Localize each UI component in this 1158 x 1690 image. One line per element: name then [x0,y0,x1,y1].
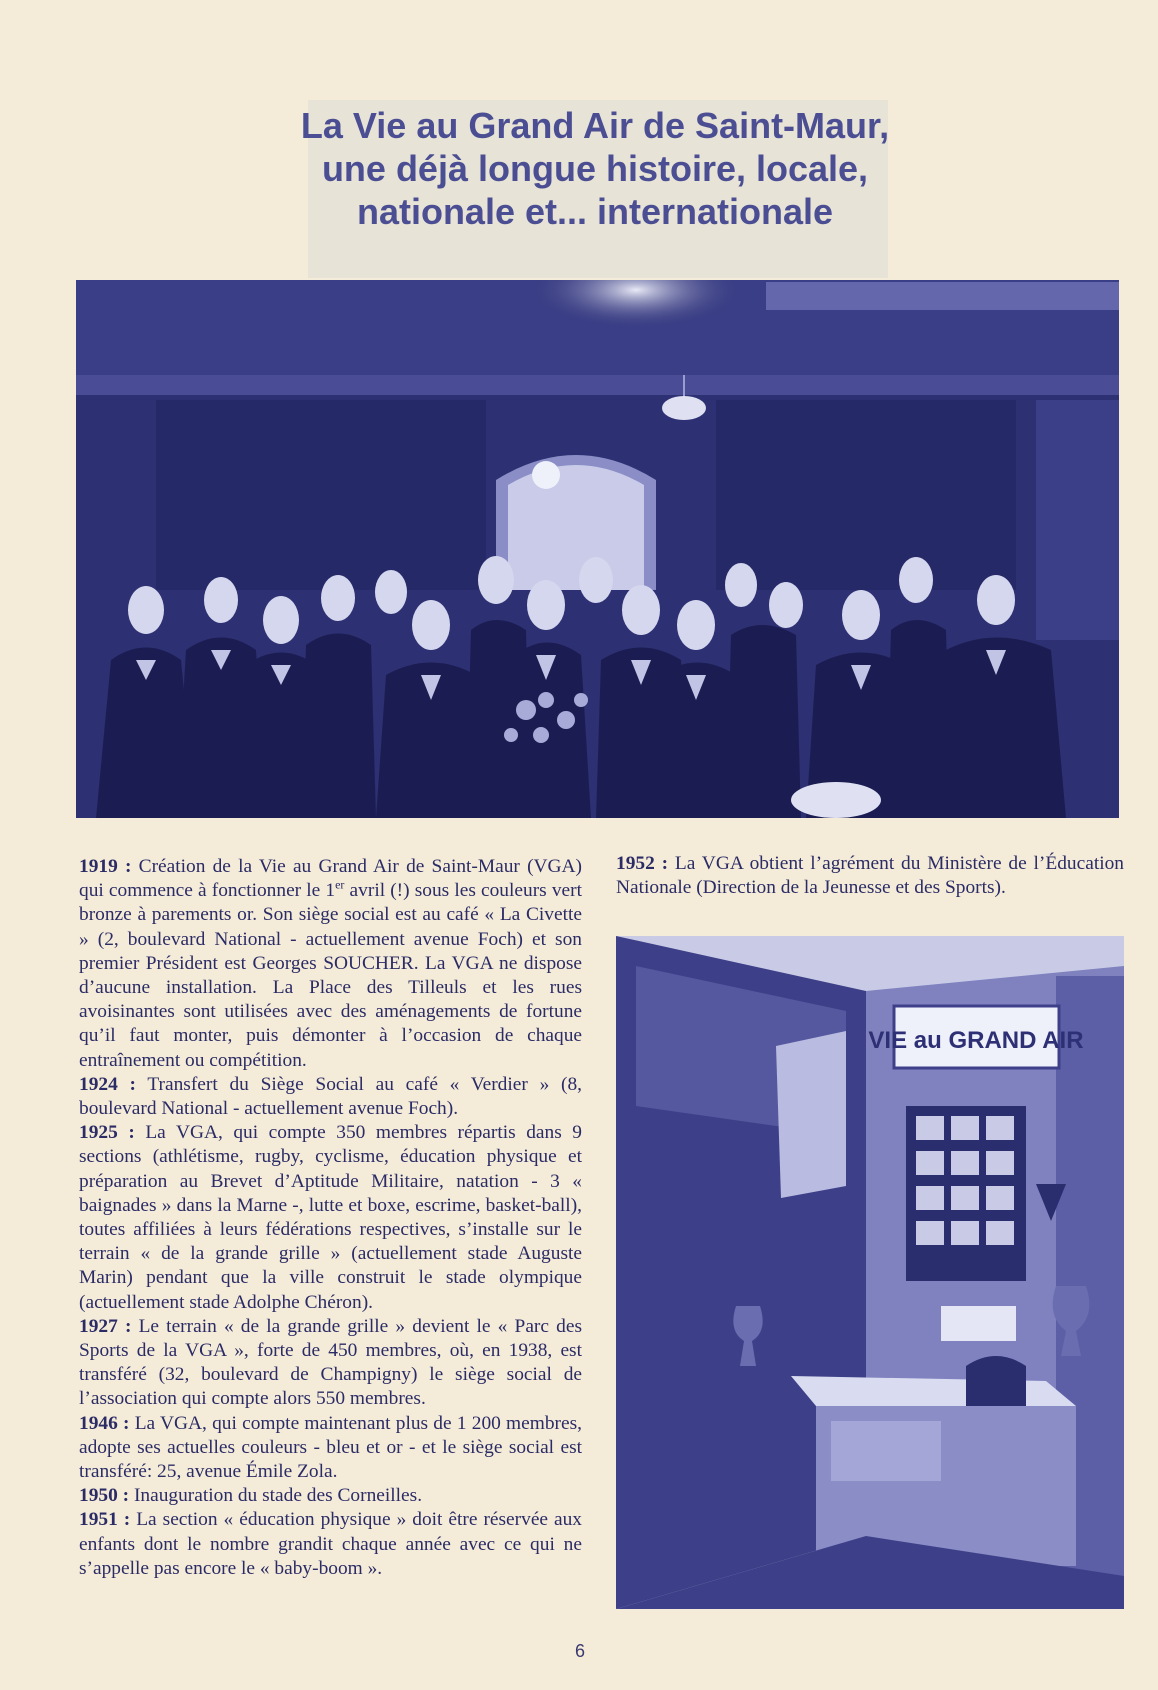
entry-text: La section « éducation physique » doit être réservée aux enfants dont le nombre grandit chaque année avec ce qui ne s’appelle pas encore le « baby-boom ». [79,1509,583,1579]
entry-year: 1950 : [79,1485,130,1507]
timeline-entry [79,855,582,1073]
entry-text: avril (!) sous les couleurs vert bronze à parements or. Son siège social est au café « La Civette » (2, boulevard National - actuellement avenue Foch) et son premier Président est Georges SOUCHER. La VGA ne dispose d’aucune installation. La Place des Tilleuls et les rues avoisinantes sont utilisées avec des aménagements de fortune qu’il faut monter, puis démonter à l’occasion de chaque entraînement ou compétition. [79,880,582,1071]
timeline-entry [79,1508,582,1581]
entry-text: Inauguration du stade des Corneilles. [129,1485,423,1507]
entry-text: La VGA obtient l’agrément du Ministère de l’Éducation Nationale (Direction de la Jeunesse et des Sports). [616,853,1124,899]
timeline-entry [616,852,1124,900]
clubroom-photo-illustration [616,936,1124,1609]
group-photo-illustration [76,280,1119,818]
entry-text: Transfert du Siège Social au café « Verdier » (8, boulevard National - actuellement avenue Foch). [79,1073,582,1120]
ordinal-superscript: er [335,877,345,892]
timeline-entry [79,1315,582,1412]
timeline-right-column [616,852,1124,900]
title-line: nationale et... internationale [356,191,834,232]
entry-year: 1925 : [79,1122,135,1144]
entry-year: 1924 : [79,1073,136,1095]
entry-year: 1927 : [79,1315,132,1337]
entry-year: 1952 : [616,853,669,874]
timeline-entry [79,1073,582,1121]
entry-text: La VGA, qui compte maintenant plus de 1 200 membres, adopte ses actuelles couleurs - bleu et or - et le siège social est transféré: 25, avenue Émile Zola. [79,1412,582,1483]
entry-text: Le terrain « de la grande grille » devient le « Parc des Sports de la VGA », forte de 450 membres, où, en 1938, est transféré (32, boulevard de Champigny) le siège social de l’association qui compte alors 550 membres. [79,1315,582,1410]
entry-year: 1951 : [79,1509,131,1531]
entry-text: Création de la Vie au Grand Air de Saint-Maur (VGA) qui commence à fonctionner le 1 [79,856,582,902]
entry-text: La VGA, qui compte 350 membres répartis dans 9 sections (athlétisme, rugby, cyclisme, éducation physique et préparation au Brevet d’Aptitude Militaire, natation - 3 « baignades » dans la Marne -, lutte et boxe, escrime, basket-ball), toutes affiliées à leurs fédérations respectives, s’installe sur le terrain « de la grande grille » (actuellement stade Auguste Marin) pendant que la ville construit le stade olympique (actuellement stade Adolphe Chéron). [79,1122,582,1313]
group-photo [76,280,1119,818]
page-title [160,104,1030,233]
sign-text: VIE au GRAND AIR [868,1027,1084,1054]
timeline-entry [79,1121,582,1315]
timeline-entry [79,1412,582,1485]
entry-year: 1946 : [79,1412,130,1434]
timeline-left-column [79,855,582,1581]
title-line: une déjà longue histoire, locale, [321,148,869,189]
timeline-entry [79,1484,582,1508]
page-number: 6 [574,1641,585,1661]
entry-year: 1919 : [79,856,132,877]
title-line: La Vie au Grand Air de Saint-Maur, [300,105,890,146]
clubroom-photo [616,936,1124,1609]
